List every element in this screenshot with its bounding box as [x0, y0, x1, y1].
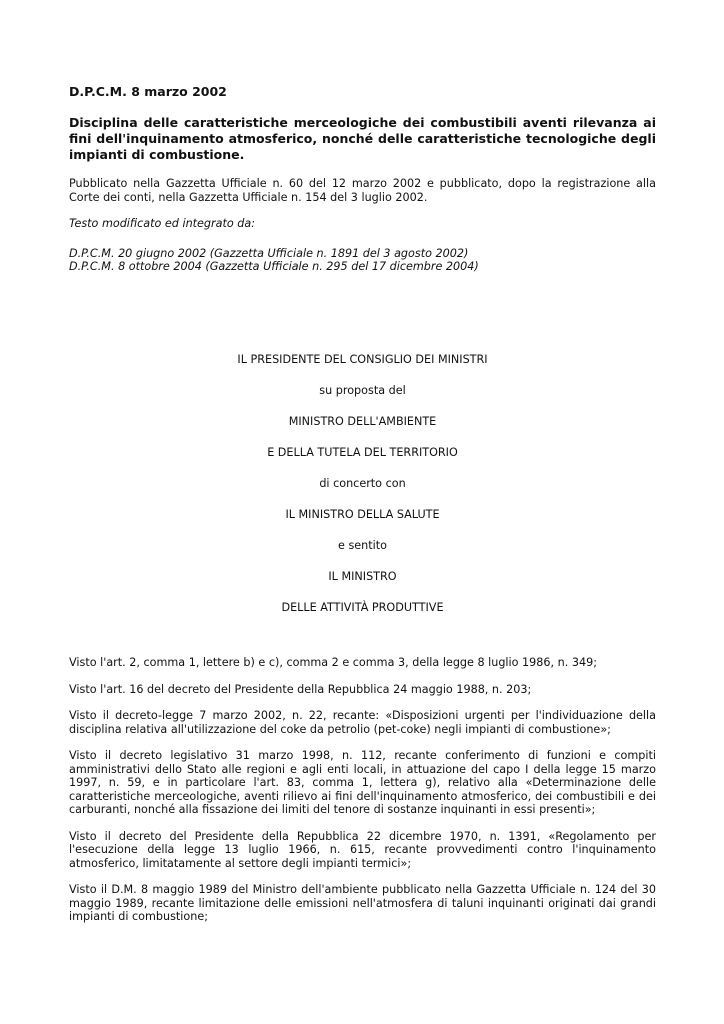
preamble-line: DELLE ATTIVITÀ PRODUTTIVE — [281, 600, 444, 614]
preamble-line: IL MINISTRO DELLA SALUTE — [285, 507, 440, 521]
recital-paragraph: Visto il D.M. 8 maggio 1989 del Ministro dell'ambiente pubblicato nella Gazzetta Ufficiale n. 124 del 30 maggio 1989, recante limitazione delle emissioni nell'atmosfera di taluni inquinanti originati dai grandi impianti di combustione; — [69, 883, 656, 923]
preamble — [69, 353, 656, 615]
recital-paragraph: Visto il decreto legislativo 31 marzo 1998, n. 112, recante conferimento di funzioni e compiti amministrativi dello Stato alle regioni e agli enti locali, in attuazione del capo I della legge 15 marzo 1997, n. 59, e in particolare l'art. 83, comma 1, lettera g), relativo alla «Determinazione delle caratteristiche merceologiche, aventi rilievo ai fini dell'inquinamento atmosferico, dei combustibili e dei carburanti, nonché alla fissazione dei limiti del tenore di sostanze inquinanti in essi presenti»; — [69, 749, 656, 816]
modification-item: D.P.C.M. 20 giugno 2002 (Gazzetta Ufficiale n. 1891 del 3 agosto 2002) — [69, 246, 469, 260]
preamble-line: su proposta del — [319, 383, 406, 397]
preamble-line: IL MINISTRO — [328, 569, 397, 583]
preamble-line: IL PRESIDENTE DEL CONSIGLIO DEI MINISTRI — [237, 352, 488, 366]
preamble-line: MINISTRO DELL'AMBIENTE — [288, 414, 437, 428]
modified-label: Testo modificato ed integrato da: — [69, 217, 256, 230]
recital-paragraph: Visto l'art. 2, comma 1, lettere b) e c), comma 2 e comma 3, della legge 8 luglio 1986, n. 349; — [69, 656, 597, 669]
preamble-line: e sentito — [338, 538, 387, 552]
recital-paragraph: Visto il decreto del Presidente della Repubblica 22 dicembre 1970, n. 1391, «Regolamento per l'esecuzione della legge 13 luglio 1966, n. 615, recante provvedimenti contro l'inquinamento atmosferico, limitatamente al settore degli impianti termici»; — [69, 829, 656, 870]
preamble-line: E DELLA TUTELA DEL TERRITORIO — [267, 445, 458, 459]
recital-paragraph: Visto il decreto-legge 7 marzo 2002, n. 22, recante: «Disposizioni urgenti per l'individuazione della disciplina relativa all'utilizzazione del coke da petrolio (pet-coke) negli impianti di combustione»; — [69, 709, 656, 736]
modification-item: D.P.C.M. 8 ottobre 2004 (Gazzetta Ufficiale n. 295 del 17 dicembre 2004) — [69, 260, 479, 273]
recital-paragraph: Visto l'art. 16 del decreto del Presidente della Repubblica 24 maggio 1988, n. 203; — [69, 682, 532, 696]
preamble-line: di concerto con — [319, 476, 406, 490]
document-title: D.P.C.M. 8 marzo 2002 — [69, 84, 227, 99]
document-subtitle: Disciplina delle caratteristiche merceologiche dei combustibili aventi rilevanza ai fini dell'inquinamento atmosferico, nonché delle caratteristiche tecnologiche degli impianti di combustione. — [69, 115, 656, 162]
recitals — [69, 656, 656, 924]
publication-note: Pubblicato nella Gazzetta Ufficiale n. 60 del 12 marzo 2002 e pubblicato, dopo la registrazione alla Corte dei conti, nella Gazzetta Ufficiale n. 154 del 3 luglio 2002. — [69, 177, 656, 204]
modifications-list — [69, 247, 656, 274]
